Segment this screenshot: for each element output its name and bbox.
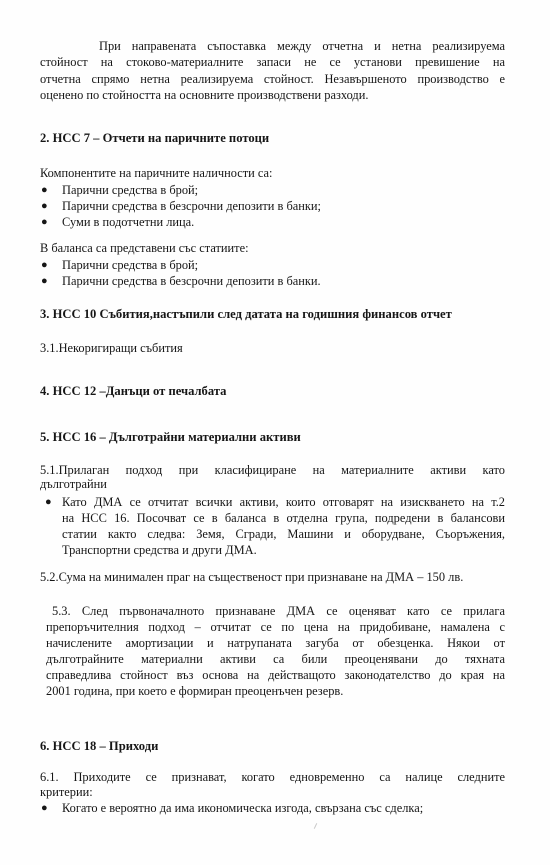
- s6-bullet-1: Когато е вероятно да има икономическа изгода, свързана със сделка;: [62, 801, 424, 815]
- bullet-icon: ●: [41, 184, 48, 196]
- s5-3-line-6: 2001 година, при което е формиран преоценъчен резерв.: [46, 684, 344, 698]
- s6-1-line-2: критерии:: [40, 785, 93, 799]
- section-4-heading: 4. НСС 12 –Данъци от печалбата: [40, 384, 227, 398]
- s2-component-3: Суми в подотчетни лица.: [62, 215, 195, 229]
- s3-paragraph-1: 3.1.Некоригиращи събития: [40, 341, 183, 355]
- s5-bullet-line-4: Транспортни средства и други ДМА.: [62, 543, 257, 557]
- s5-3-line-2: препоръчителния подход – отчитат се по цена на придобиване, намалена с: [46, 620, 505, 634]
- s5-3-line-4: дълготрайните материални активи са били преоценявани до тяхната: [46, 652, 505, 666]
- bullet-icon: ●: [41, 259, 48, 271]
- s2-balance-item-1: Парични средства в брой;: [62, 258, 199, 272]
- intro-line-3: отчетна спрямо нетна реализируема стойност. Незавършеното производство е: [40, 72, 505, 86]
- s2-component-1: Парични средства в брой;: [62, 183, 199, 197]
- intro-line-1: При направената съпоставка между отчетна и нетна реализируема: [99, 39, 505, 53]
- section-2-heading: 2. НСС 7 – Отчети на паричните потоци: [40, 131, 270, 145]
- s5-3-line-3: начислените амортизации и натрупаната загуба от обезценка. Някои от: [46, 636, 505, 650]
- s5-1-line-1: 5.1.Прилаган подход при класифициране на материалните активи като: [40, 463, 505, 477]
- intro-line-2: стойност на стоково-материалните запаси не се установи превишение на: [40, 55, 505, 69]
- s6-1-line-1: 6.1. Приходите се признават, когато едновременно са налице следните: [40, 770, 505, 784]
- section-3-heading: 3. НСС 10 Събития,настъпили след датата на годишния финансов отчет: [40, 307, 452, 321]
- s5-bullet-line-3: статии както следва: Земя, Сгради, Машини и оборудване, Съоръжения,: [62, 527, 505, 541]
- s5-bullet-line-1: Като ДМА се отчитат всички активи, които отговарят на изискването на т.2: [62, 495, 505, 509]
- section-6-heading: 6. НСС 18 – Приходи: [40, 739, 159, 753]
- bullet-icon: ●: [45, 496, 52, 508]
- s2-balance-intro: В баланса са представени със статиите:: [40, 241, 249, 255]
- s5-1-line-2: дълготрайни: [40, 477, 107, 491]
- s2-balance-item-2: Парични средства в безсрочни депозити в банки.: [62, 274, 321, 288]
- s5-3-line-1: 5.3. След първоначалното признаване ДМА се оценяват като се прилага: [52, 604, 505, 618]
- bullet-icon: ●: [41, 275, 48, 287]
- s5-2-paragraph: 5.2.Сума на минимален праг на същественост при признаване на ДМА – 150 лв.: [40, 570, 464, 584]
- intro-line-4: оценено по стойността на основните производствени разходи.: [40, 88, 369, 102]
- s2-component-2: Парични средства в безсрочни депозити в банки;: [62, 199, 321, 213]
- bullet-icon: ●: [41, 200, 48, 212]
- s5-bullet-line-2: на НСС 16. Посочват се в баланса в отделна група, подредени в балансови: [62, 511, 505, 525]
- scan-speck: [314, 823, 317, 829]
- s2-components-intro: Компонентите на паричните наличности са:: [40, 166, 273, 180]
- s5-3-line-5: справедлива стойност въз основа на действащото законодателство до края на: [46, 668, 505, 682]
- section-5-heading: 5. НСС 16 – Дълготрайни материални активи: [40, 430, 301, 444]
- bullet-icon: ●: [41, 802, 48, 814]
- bullet-icon: ●: [41, 216, 48, 228]
